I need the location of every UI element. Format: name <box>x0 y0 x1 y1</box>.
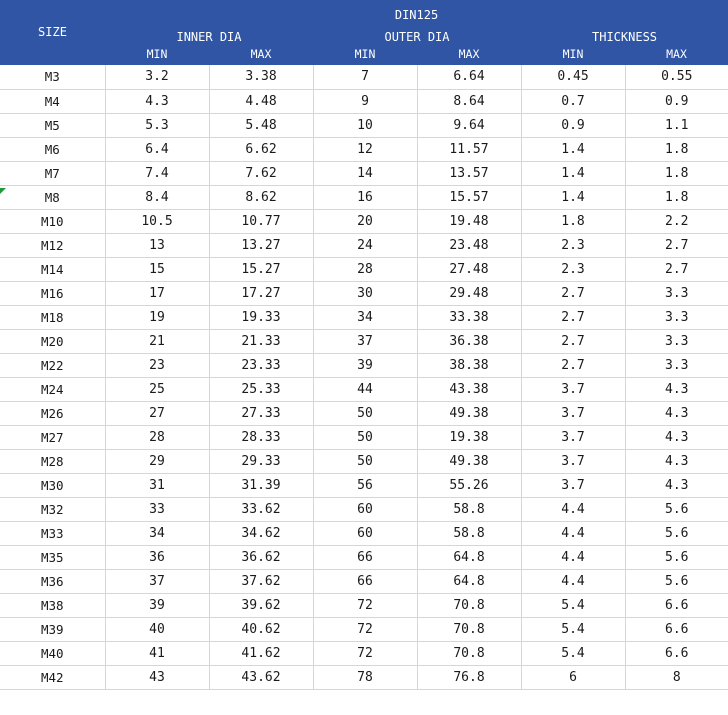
outer-dia-min-cell[interactable]: 20 <box>313 209 417 233</box>
outer-dia-max-cell[interactable]: 36.38 <box>417 329 521 353</box>
outer-dia-max-cell[interactable]: 58.8 <box>417 497 521 521</box>
table-row <box>0 185 728 209</box>
thickness-max-cell[interactable]: 1.8 <box>625 161 728 185</box>
thickness-max-cell[interactable]: 0.9 <box>625 89 728 113</box>
inner-dia-min-cell[interactable]: 25 <box>105 377 209 401</box>
outer-dia-min-cell[interactable]: 14 <box>313 161 417 185</box>
cell-error-indicator-icon <box>0 188 6 194</box>
size-cell[interactable]: M24 <box>0 377 105 401</box>
table-row <box>0 617 728 641</box>
outer-dia-max-cell[interactable]: 64.8 <box>417 545 521 569</box>
thickness-max-header[interactable]: MAX <box>625 44 728 65</box>
outer-dia-max-cell[interactable]: 70.8 <box>417 593 521 617</box>
inner-dia-max-header[interactable]: MAX <box>209 44 313 65</box>
size-cell[interactable]: M28 <box>0 449 105 473</box>
outer-dia-min-cell[interactable]: 50 <box>313 425 417 449</box>
thickness-max-cell[interactable]: 4.3 <box>625 401 728 425</box>
table-row <box>0 377 728 401</box>
outer-dia-min-cell[interactable]: 72 <box>313 617 417 641</box>
inner-dia-max-cell[interactable]: 28.33 <box>209 425 313 449</box>
outer-dia-min-cell[interactable]: 56 <box>313 473 417 497</box>
outer-dia-max-cell[interactable]: 27.48 <box>417 257 521 281</box>
thickness-max-cell[interactable]: 3.3 <box>625 353 728 377</box>
thickness-min-cell[interactable]: 1.4 <box>521 185 625 209</box>
thickness-max-cell[interactable]: 4.3 <box>625 377 728 401</box>
table-row <box>0 113 728 137</box>
inner-dia-max-cell[interactable]: 36.62 <box>209 545 313 569</box>
table-header <box>0 0 728 65</box>
thickness-max-cell[interactable]: 2.7 <box>625 233 728 257</box>
table-row <box>0 521 728 545</box>
inner-dia-min-cell[interactable]: 31 <box>105 473 209 497</box>
outer-dia-max-cell[interactable]: 6.64 <box>417 65 521 89</box>
outer-dia-max-header[interactable]: MAX <box>417 44 521 65</box>
thickness-max-cell[interactable]: 1.8 <box>625 185 728 209</box>
size-cell[interactable]: M18 <box>0 305 105 329</box>
inner-dia-max-cell[interactable]: 41.62 <box>209 641 313 665</box>
outer-dia-min-cell[interactable]: 60 <box>313 497 417 521</box>
table-row <box>0 329 728 353</box>
table-row <box>0 569 728 593</box>
outer-dia-max-cell[interactable]: 38.38 <box>417 353 521 377</box>
table-row <box>0 233 728 257</box>
outer-dia-max-cell[interactable]: 9.64 <box>417 113 521 137</box>
outer-dia-min-cell[interactable]: 78 <box>313 665 417 689</box>
thickness-min-cell[interactable]: 6 <box>521 665 625 689</box>
thickness-min-cell[interactable]: 5.4 <box>521 617 625 641</box>
outer-dia-max-cell[interactable]: 43.38 <box>417 377 521 401</box>
thickness-max-cell[interactable]: 6.6 <box>625 617 728 641</box>
inner-dia-min-cell[interactable]: 39 <box>105 593 209 617</box>
thickness-min-cell[interactable]: 4.4 <box>521 545 625 569</box>
thickness-max-cell[interactable]: 2.2 <box>625 209 728 233</box>
outer-dia-max-cell[interactable]: 70.8 <box>417 641 521 665</box>
inner-dia-min-header[interactable]: MIN <box>105 44 209 65</box>
size-cell[interactable]: M5 <box>0 113 105 137</box>
table-row <box>0 209 728 233</box>
table-row <box>0 137 728 161</box>
table-row <box>0 497 728 521</box>
outer-dia-max-cell[interactable]: 19.48 <box>417 209 521 233</box>
title-row <box>0 0 728 23</box>
thickness-min-cell[interactable]: 0.9 <box>521 113 625 137</box>
inner-dia-min-cell[interactable]: 5.3 <box>105 113 209 137</box>
outer-dia-max-cell[interactable]: 29.48 <box>417 281 521 305</box>
outer-dia-min-cell[interactable]: 9 <box>313 89 417 113</box>
size-cell[interactable]: M20 <box>0 329 105 353</box>
outer-dia-max-cell[interactable]: 15.57 <box>417 185 521 209</box>
inner-dia-max-cell[interactable]: 19.33 <box>209 305 313 329</box>
inner-dia-min-cell[interactable]: 3.2 <box>105 65 209 89</box>
thickness-min-cell[interactable]: 3.7 <box>521 473 625 497</box>
thickness-min-cell[interactable]: 2.7 <box>521 353 625 377</box>
outer-dia-max-cell[interactable]: 33.38 <box>417 305 521 329</box>
outer-dia-min-cell[interactable]: 16 <box>313 185 417 209</box>
outer-dia-max-cell[interactable]: 55.26 <box>417 473 521 497</box>
table-title[interactable]: DIN125 <box>105 0 728 23</box>
thickness-min-cell[interactable]: 2.7 <box>521 305 625 329</box>
size-cell[interactable]: M38 <box>0 593 105 617</box>
inner-dia-max-cell[interactable]: 34.62 <box>209 521 313 545</box>
outer-dia-min-cell[interactable]: 34 <box>313 305 417 329</box>
outer-dia-min-cell[interactable]: 50 <box>313 449 417 473</box>
inner-dia-max-cell[interactable]: 21.33 <box>209 329 313 353</box>
inner-dia-max-cell[interactable]: 33.62 <box>209 497 313 521</box>
thickness-min-cell[interactable]: 4.4 <box>521 521 625 545</box>
table-row <box>0 665 728 689</box>
thickness-min-cell[interactable]: 0.7 <box>521 89 625 113</box>
table-row <box>0 281 728 305</box>
inner-dia-max-cell[interactable]: 27.33 <box>209 401 313 425</box>
table-row <box>0 65 728 89</box>
outer-dia-min-cell[interactable]: 39 <box>313 353 417 377</box>
inner-dia-min-cell[interactable]: 10.5 <box>105 209 209 233</box>
inner-dia-min-cell[interactable]: 33 <box>105 497 209 521</box>
thickness-max-cell[interactable]: 5.6 <box>625 545 728 569</box>
outer-dia-min-cell[interactable]: 12 <box>313 137 417 161</box>
inner-dia-min-cell[interactable]: 41 <box>105 641 209 665</box>
table-row <box>0 425 728 449</box>
size-cell[interactable]: M4 <box>0 89 105 113</box>
outer-dia-min-header[interactable]: MIN <box>313 44 417 65</box>
inner-dia-min-cell[interactable]: 34 <box>105 521 209 545</box>
inner-dia-max-cell[interactable]: 3.38 <box>209 65 313 89</box>
thickness-min-cell[interactable]: 2.7 <box>521 281 625 305</box>
size-cell[interactable]: M42 <box>0 665 105 689</box>
outer-dia-min-cell[interactable]: 50 <box>313 401 417 425</box>
inner-dia-min-cell[interactable]: 40 <box>105 617 209 641</box>
thickness-min-cell[interactable]: 3.7 <box>521 377 625 401</box>
subheader-row <box>0 44 728 65</box>
thickness-min-cell[interactable]: 4.4 <box>521 497 625 521</box>
size-cell[interactable]: M27 <box>0 425 105 449</box>
size-cell[interactable]: M6 <box>0 137 105 161</box>
inner-dia-max-cell[interactable]: 25.33 <box>209 377 313 401</box>
outer-dia-max-cell[interactable]: 49.38 <box>417 449 521 473</box>
outer-dia-max-cell[interactable]: 8.64 <box>417 89 521 113</box>
thickness-max-cell[interactable]: 2.7 <box>625 257 728 281</box>
size-cell[interactable]: M39 <box>0 617 105 641</box>
table-row <box>0 305 728 329</box>
thickness-max-cell[interactable]: 5.6 <box>625 569 728 593</box>
size-cell[interactable]: M30 <box>0 473 105 497</box>
thickness-min-cell[interactable]: 4.4 <box>521 569 625 593</box>
outer-dia-min-cell[interactable]: 72 <box>313 593 417 617</box>
thickness-max-cell[interactable]: 3.3 <box>625 329 728 353</box>
inner-dia-min-cell[interactable]: 28 <box>105 425 209 449</box>
outer-dia-min-cell[interactable]: 37 <box>313 329 417 353</box>
thickness-min-cell[interactable]: 3.7 <box>521 449 625 473</box>
thickness-max-cell[interactable]: 3.3 <box>625 281 728 305</box>
size-cell[interactable]: M26 <box>0 401 105 425</box>
thickness-min-cell[interactable]: 3.7 <box>521 425 625 449</box>
outer-dia-min-cell[interactable]: 30 <box>313 281 417 305</box>
size-cell[interactable]: M35 <box>0 545 105 569</box>
inner-dia-max-cell[interactable]: 29.33 <box>209 449 313 473</box>
size-cell[interactable]: M40 <box>0 641 105 665</box>
inner-dia-min-cell[interactable]: 36 <box>105 545 209 569</box>
thickness-max-cell[interactable]: 4.3 <box>625 449 728 473</box>
table-row <box>0 89 728 113</box>
size-cell[interactable]: M3 <box>0 65 105 89</box>
table-row <box>0 545 728 569</box>
outer-dia-max-cell[interactable]: 70.8 <box>417 617 521 641</box>
outer-dia-max-cell[interactable]: 58.8 <box>417 521 521 545</box>
inner-dia-min-cell[interactable]: 19 <box>105 305 209 329</box>
table-body <box>0 65 728 689</box>
outer-dia-header[interactable]: OUTER DIA <box>313 23 521 44</box>
inner-dia-min-cell[interactable]: 8.4 <box>105 185 209 209</box>
outer-dia-min-cell[interactable]: 24 <box>313 233 417 257</box>
thickness-min-cell[interactable]: 2.3 <box>521 257 625 281</box>
inner-dia-min-cell[interactable]: 27 <box>105 401 209 425</box>
table-row <box>0 449 728 473</box>
outer-dia-max-cell[interactable]: 23.48 <box>417 233 521 257</box>
inner-dia-max-cell[interactable]: 10.77 <box>209 209 313 233</box>
thickness-min-cell[interactable]: 0.45 <box>521 65 625 89</box>
inner-dia-min-cell[interactable]: 7.4 <box>105 161 209 185</box>
table-row <box>0 641 728 665</box>
outer-dia-max-cell[interactable]: 19.38 <box>417 425 521 449</box>
size-cell[interactable]: M7 <box>0 161 105 185</box>
size-cell[interactable]: M16 <box>0 281 105 305</box>
outer-dia-max-cell[interactable]: 49.38 <box>417 401 521 425</box>
inner-dia-max-cell[interactable]: 23.33 <box>209 353 313 377</box>
size-column-header[interactable]: SIZE <box>0 0 105 65</box>
inner-dia-max-cell[interactable]: 40.62 <box>209 617 313 641</box>
thickness-max-cell[interactable]: 3.3 <box>625 305 728 329</box>
outer-dia-min-cell[interactable]: 66 <box>313 569 417 593</box>
thickness-min-cell[interactable]: 3.7 <box>521 401 625 425</box>
inner-dia-min-cell[interactable]: 37 <box>105 569 209 593</box>
thickness-max-cell[interactable]: 5.6 <box>625 521 728 545</box>
thickness-min-cell[interactable]: 1.8 <box>521 209 625 233</box>
inner-dia-min-cell[interactable]: 15 <box>105 257 209 281</box>
thickness-min-cell[interactable]: 2.7 <box>521 329 625 353</box>
size-cell[interactable]: M14 <box>0 257 105 281</box>
inner-dia-max-cell[interactable]: 43.62 <box>209 665 313 689</box>
size-cell[interactable]: M33 <box>0 521 105 545</box>
size-cell[interactable]: M36 <box>0 569 105 593</box>
inner-dia-min-cell[interactable]: 4.3 <box>105 89 209 113</box>
inner-dia-min-cell[interactable]: 21 <box>105 329 209 353</box>
inner-dia-max-cell[interactable]: 31.39 <box>209 473 313 497</box>
outer-dia-max-cell[interactable]: 76.8 <box>417 665 521 689</box>
outer-dia-max-cell[interactable]: 64.8 <box>417 569 521 593</box>
inner-dia-max-cell[interactable]: 4.48 <box>209 89 313 113</box>
thickness-min-cell[interactable]: 1.4 <box>521 137 625 161</box>
outer-dia-min-cell[interactable]: 44 <box>313 377 417 401</box>
thickness-max-cell[interactable]: 1.8 <box>625 137 728 161</box>
thickness-max-cell[interactable]: 6.6 <box>625 593 728 617</box>
inner-dia-min-cell[interactable]: 6.4 <box>105 137 209 161</box>
inner-dia-min-cell[interactable]: 23 <box>105 353 209 377</box>
inner-dia-max-cell[interactable]: 39.62 <box>209 593 313 617</box>
outer-dia-min-cell[interactable]: 7 <box>313 65 417 89</box>
thickness-min-header[interactable]: MIN <box>521 44 625 65</box>
size-cell[interactable]: M10 <box>0 209 105 233</box>
inner-dia-max-cell[interactable]: 6.62 <box>209 137 313 161</box>
inner-dia-header[interactable]: INNER DIA <box>105 23 313 44</box>
thickness-max-cell[interactable]: 4.3 <box>625 473 728 497</box>
table-row <box>0 353 728 377</box>
thickness-max-cell[interactable]: 8 <box>625 665 728 689</box>
outer-dia-min-cell[interactable]: 60 <box>313 521 417 545</box>
inner-dia-min-cell[interactable]: 17 <box>105 281 209 305</box>
size-cell[interactable]: M12 <box>0 233 105 257</box>
outer-dia-min-cell[interactable]: 72 <box>313 641 417 665</box>
table-row <box>0 473 728 497</box>
inner-dia-max-cell[interactable]: 15.27 <box>209 257 313 281</box>
inner-dia-max-cell[interactable]: 17.27 <box>209 281 313 305</box>
inner-dia-max-cell[interactable]: 37.62 <box>209 569 313 593</box>
inner-dia-max-cell[interactable]: 7.62 <box>209 161 313 185</box>
thickness-max-cell[interactable]: 5.6 <box>625 497 728 521</box>
outer-dia-min-cell[interactable]: 10 <box>313 113 417 137</box>
thickness-max-cell[interactable]: 6.6 <box>625 641 728 665</box>
outer-dia-min-cell[interactable]: 66 <box>313 545 417 569</box>
table-row <box>0 257 728 281</box>
thickness-min-cell[interactable]: 5.4 <box>521 593 625 617</box>
inner-dia-min-cell[interactable]: 43 <box>105 665 209 689</box>
thickness-min-cell[interactable]: 5.4 <box>521 641 625 665</box>
thickness-min-cell[interactable]: 2.3 <box>521 233 625 257</box>
inner-dia-max-cell[interactable]: 8.62 <box>209 185 313 209</box>
table-row <box>0 161 728 185</box>
inner-dia-min-cell[interactable]: 13 <box>105 233 209 257</box>
outer-dia-max-cell[interactable]: 11.57 <box>417 137 521 161</box>
size-cell[interactable]: M32 <box>0 497 105 521</box>
outer-dia-min-cell[interactable]: 28 <box>313 257 417 281</box>
thickness-min-cell[interactable]: 1.4 <box>521 161 625 185</box>
table-row <box>0 401 728 425</box>
outer-dia-max-cell[interactable]: 13.57 <box>417 161 521 185</box>
thickness-header[interactable]: THICKNESS <box>521 23 728 44</box>
thickness-max-cell[interactable]: 0.55 <box>625 65 728 89</box>
group-header-row <box>0 23 728 44</box>
thickness-max-cell[interactable]: 1.1 <box>625 113 728 137</box>
thickness-max-cell[interactable]: 4.3 <box>625 425 728 449</box>
size-cell[interactable]: M8 <box>0 185 105 209</box>
table-row <box>0 593 728 617</box>
inner-dia-max-cell[interactable]: 13.27 <box>209 233 313 257</box>
inner-dia-min-cell[interactable]: 29 <box>105 449 209 473</box>
inner-dia-max-cell[interactable]: 5.48 <box>209 113 313 137</box>
size-cell[interactable]: M22 <box>0 353 105 377</box>
